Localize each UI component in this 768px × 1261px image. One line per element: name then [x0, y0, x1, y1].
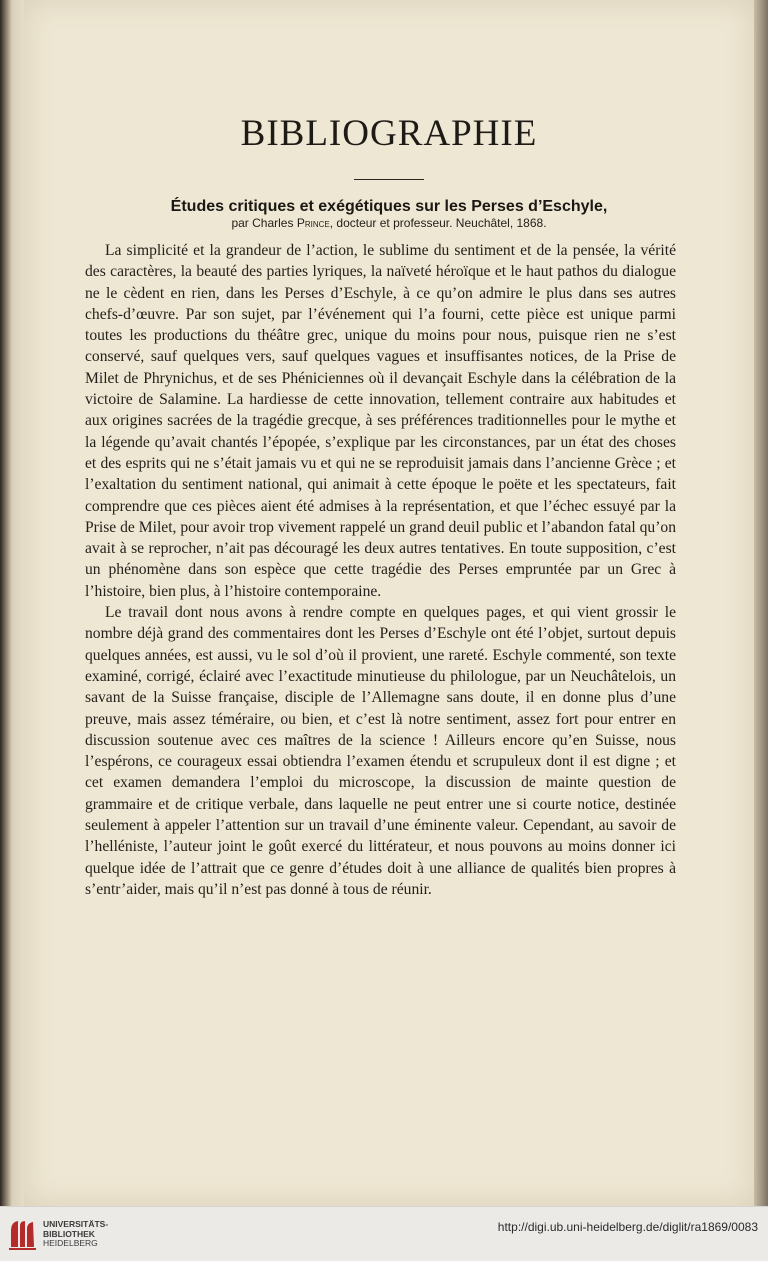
- author-name: Prince: [296, 216, 330, 230]
- work-title: Études critiques et exégétiques sur les Perses d’Eschyle,: [170, 198, 608, 215]
- byline-suffix: , docteur et professeur. Neuchâtel, 1868.: [329, 216, 547, 230]
- title-divider: [354, 179, 424, 180]
- body-paragraph: La simplicité et la grandeur de l’action, le sublime du sentiment et de la pensée, la vérité des caractères, la beauté des parties lyriques, la naïveté héroïque et le haut pathos du dialogue ne le cèdent en rien, dans les Perses d’Eschyle, à ce qu’on admire le plus dans ses autres chefs-d’œuvre. Par son sujet, par l’événement qui l’a fourni, cette pièce est unique parmi toutes les productions du théâtre grec, unique du moins pour nous, puisque rien ne s’est conservé, sauf quelques vers, sauf quelques vagues et insuffisantes notices, de la Prise de Milet de Phrynichus, et de ses Phéniciennes où il devançait Eschyle dans la célébration de la victoire de Salamine. La hardiesse de cette innovation, tellement contraire aux habitudes et aux origines sacrées de la tragédie grecque, à ses préférences traditionnelles pour le mythe et la légende qu’avait chantés l’épopée, s’explique par les circonstances, par un état des choses et des esprits qui ne s’était jamais vu et qui ne se reproduisit jamais dans l’ancienne Grèce ; et l’exaltation du sentiment national, qui animait à cette époque le poëte et les spectateurs, fait comprendre que ces pièces aient été admises à la représentation, et que l’échec essuyé par la Prise de Milet, pour avoir trop vivement rappelé un grand deuil public et l’abandon fatal qu’on avait à se reprocher, n’ait pas découragé les deux autres tentatives. En toute supposition, c’est un phénomène dans son espèce que cette tragédie des Perses empruntée par un Grec à l’histoire, bien plus, à l’histoire contemporaine.: [85, 242, 676, 600]
- permalink-url[interactable]: http://digi.ub.uni-heidelberg.de/diglit/ra1869/0083: [497, 1220, 758, 1234]
- body-paragraph: Le travail dont nous avons à rendre compte en quelques pages, et qui vient grossir le nombre déjà grand des commentaires dont les Perses d’Eschyle ont été l’objet, surtout depuis quelques années, est aussi, vu le sol d’où il provient, une rareté. Eschyle commenté, son texte examiné, corrigé, éclairé avec l’exactitude minutieuse du philologue, par un Neuchâtelois, un savant de la Suisse française, disciple de l’Allemagne sans doute, il en donne plus d’une preuve, mais assez téméraire, ou bien, et c’est là notre sentiment, assez fort pour entrer en discussion soutenue avec ces maîtres de la science ! Ailleurs encore qu’en Suisse, nous l’espérons, ce courageux essai obtiendra l’examen étendu et scrupuleux dont il est digne ; et cet examen demandera l’emploi du microscope, la discussion de mainte question de grammaire et de critique verbale, dans laquelle ne peut entrer une si courte notice, destinée seulement à appeler l’attention sur un travail d’une éminente valeur. Cependant, au savoir de l’helléniste, l’auteur joint le goût exercé du littérateur, et nous pouvons au moins donner ici quelque idée de l’attrait que ce genre d’études doit à une alliance de qualités bien propres à s’entr’aider, mais qu’il n’est pas donné à tous de réunir.: [85, 604, 676, 898]
- work-byline: [84, 216, 694, 230]
- viewer-footer: [0, 1206, 768, 1261]
- page-sheet: [24, 0, 754, 1206]
- library-name: [43, 1220, 108, 1249]
- library-name-line: UNIVERSITÄTS-: [43, 1219, 109, 1229]
- review-body: [85, 240, 676, 900]
- byline-prefix: par Charles: [231, 216, 297, 230]
- library-name-line: BIBLIOTHEK: [43, 1228, 95, 1239]
- heidelberg-library-logo-icon: [8, 1217, 38, 1251]
- library-name-line: HEIDELBERG: [43, 1238, 98, 1248]
- page-title: BIBLIOGRAPHIE: [240, 113, 538, 154]
